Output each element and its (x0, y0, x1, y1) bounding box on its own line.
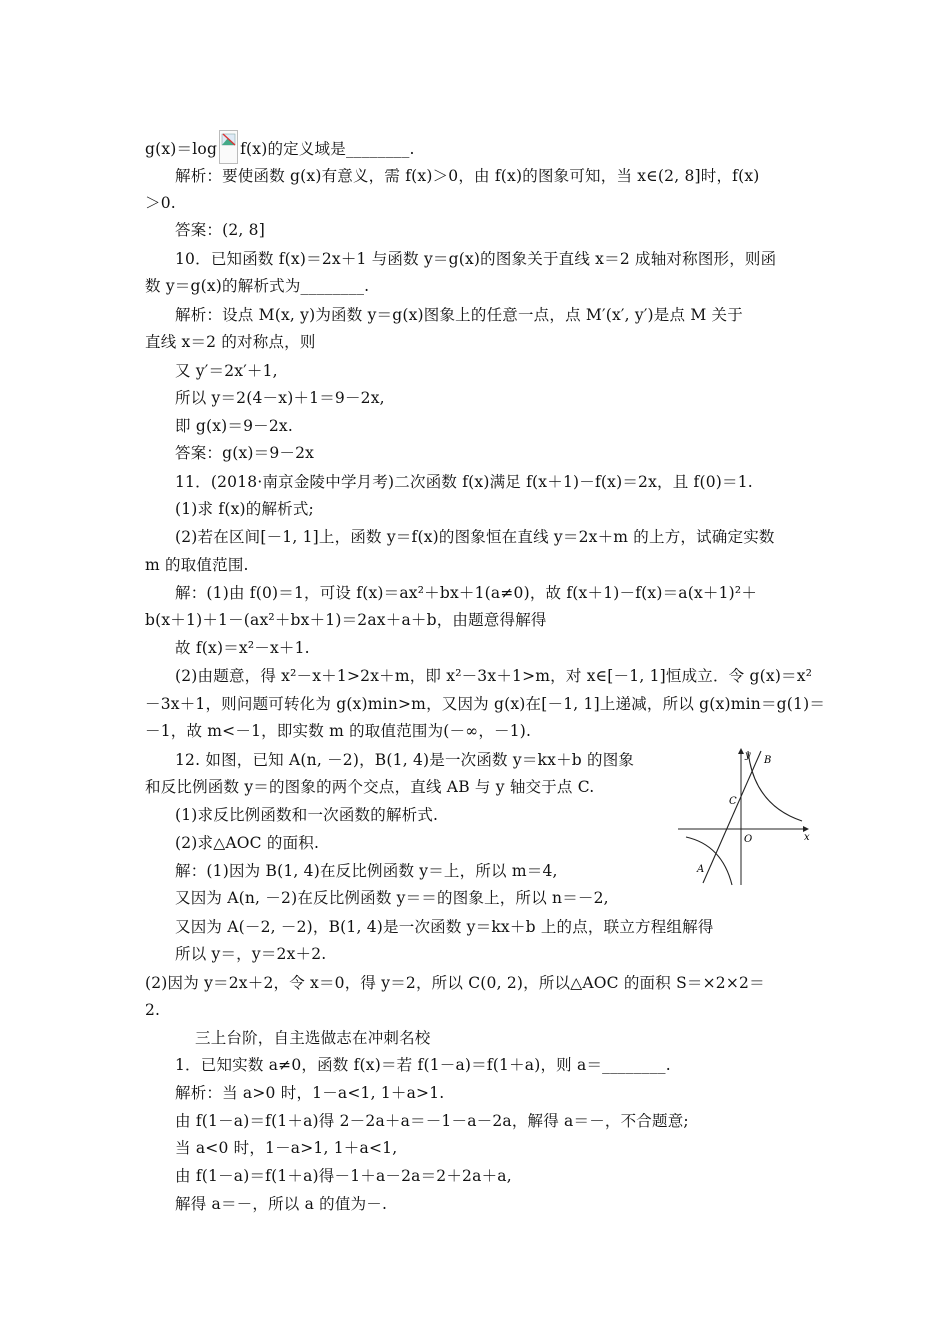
line-23: 12. 如图，已知 A(n, －2)，B(1, 4)是一次函数 y＝kx＋b 的图象 (175, 751, 635, 769)
line-ab (703, 751, 761, 883)
line-04: 答案：(2, 8] (175, 221, 265, 239)
line-26: (2)求△AOC 的面积. (175, 834, 320, 852)
line-16: m 的取值范围. (145, 556, 249, 574)
broken-image-icon (219, 130, 238, 164)
line-21: －3x＋1，则问题可转化为 g(x)min>m，又因为 g(x)在[－1, 1]上递减，所以 g(x)min＝g(1)＝ (145, 695, 826, 713)
line-14: (1)求 f(x)的解析式; (175, 500, 314, 518)
line-12: 答案：g(x)＝9－2x (175, 444, 315, 462)
line-27: 解：(1)因为 B(1, 4)在反比例函数 y＝上，所以 m＝4, (175, 862, 558, 880)
line-20: (2)由题意，得 x²－x＋1>2x＋m，即 x²－3x＋1>m，对 x∈[－1, 1]恒成立．令 g(x)＝x² (175, 667, 813, 685)
line-01-part-a: g(x)＝log (145, 140, 218, 158)
line-34: 1．已知实数 a≠0，函数 f(x)＝若 f(1－a)＝f(1＋a)，则 a＝________. (175, 1056, 671, 1074)
point-b-label: B (764, 755, 772, 766)
line-19: 故 f(x)＝x²－x＋1. (175, 639, 310, 657)
line-31: (2)因为 y＝2x＋2，令 x＝0，得 y＝2，所以 C(0, 2)，所以△AOC 的面积 S＝×2×2＝ (145, 974, 765, 992)
line-37: 当 a<0 时，1－a>1, 1＋a<1, (175, 1139, 398, 1157)
line-11: 即 g(x)＝9－2x. (175, 417, 293, 435)
line-07: 解析：设点 M(x, y)为函数 y＝g(x)图象上的任意一点，点 M′(x′, y′)是点 M 关于 (175, 306, 743, 324)
line-18: b(x＋1)＋1－(ax²＋bx＋1)＝2ax＋a＋b，由题意得解得 (145, 611, 547, 629)
line-17: 解：(1)由 f(0)＝1，可设 f(x)＝ax²＋bx＋1(a≠0)，故 f(x＋1)－f(x)＝a(x＋1)²＋ (175, 584, 758, 602)
line-08: 直线 x＝2 的对称点，则 (145, 333, 316, 351)
section-heading: 三上台阶，自主选做志在冲刺名校 (195, 1029, 431, 1047)
line-32: 2. (145, 1001, 161, 1019)
origin-label: O (744, 834, 753, 845)
line-30: 所以 y＝，y＝2x＋2. (175, 945, 327, 963)
line-10: 所以 y＝2(4－x)＋1＝9－2x, (175, 389, 385, 407)
line-06: 数 y＝g(x)的解析式为________. (145, 277, 370, 295)
line-28: 又因为 A(n, －2)在反比例函数 y＝＝的图象上，所以 n＝－2, (175, 889, 609, 907)
line-29: 又因为 A(－2, －2)，B(1, 4)是一次函数 y＝kx＋b 上的点，联立方程组解得 (175, 918, 714, 936)
line-36: 由 f(1－a)＝f(1＋a)得 2－2a＋a＝－1－a－2a，解得 a＝－，不合题意; (175, 1112, 689, 1130)
line-01 (145, 130, 415, 164)
line-09: 又 y′＝2x′＋1, (175, 362, 278, 380)
point-c-label: C (729, 796, 737, 807)
line-35: 解析：当 a>0 时，1－a<1, 1＋a>1. (175, 1084, 445, 1102)
y-axis-label: y (745, 750, 751, 761)
line-15: (2)若在区间[－1, 1]上，函数 y＝f(x)的图象恒在直线 y＝2x＋m 的上方，试确定实数 (175, 528, 775, 546)
line-38: 由 f(1－a)＝f(1＋a)得－1＋a－2a＝2＋2a＋a, (175, 1167, 512, 1185)
line-22: －1，故 m<－1，即实数 m 的取值范围为(－∞，－1). (145, 722, 532, 740)
line-01-part-b: f(x)的定义域是________. (240, 140, 415, 158)
line-25: (1)求反比例函数和一次函数的解析式. (175, 806, 439, 824)
line-13: 11．(2018·南京金陵中学月考)二次函数 f(x)满足 f(x＋1)－f(x)＝2x，且 f(0)＝1. (175, 473, 753, 491)
hyperbola-branch-third-quadrant (686, 837, 732, 885)
line-39: 解得 a＝－，所以 a 的值为－. (175, 1195, 388, 1213)
line-02: 解析：要使函数 g(x)有意义，需 f(x)＞0，由 f(x)的图象可知，当 x∈(2, 8]时，f(x) (175, 167, 760, 185)
function-graph (676, 745, 816, 887)
line-03: ＞0. (145, 194, 176, 212)
x-axis-label: x (804, 832, 810, 843)
point-a-label: A (697, 864, 705, 875)
line-05: 10．已知函数 f(x)＝2x＋1 与函数 y＝g(x)的图象关于直线 x＝2 成轴对称图形，则函 (175, 250, 777, 268)
line-24: 和反比例函数 y＝的图象的两个交点，直线 AB 与 y 轴交于点 C. (145, 778, 595, 796)
